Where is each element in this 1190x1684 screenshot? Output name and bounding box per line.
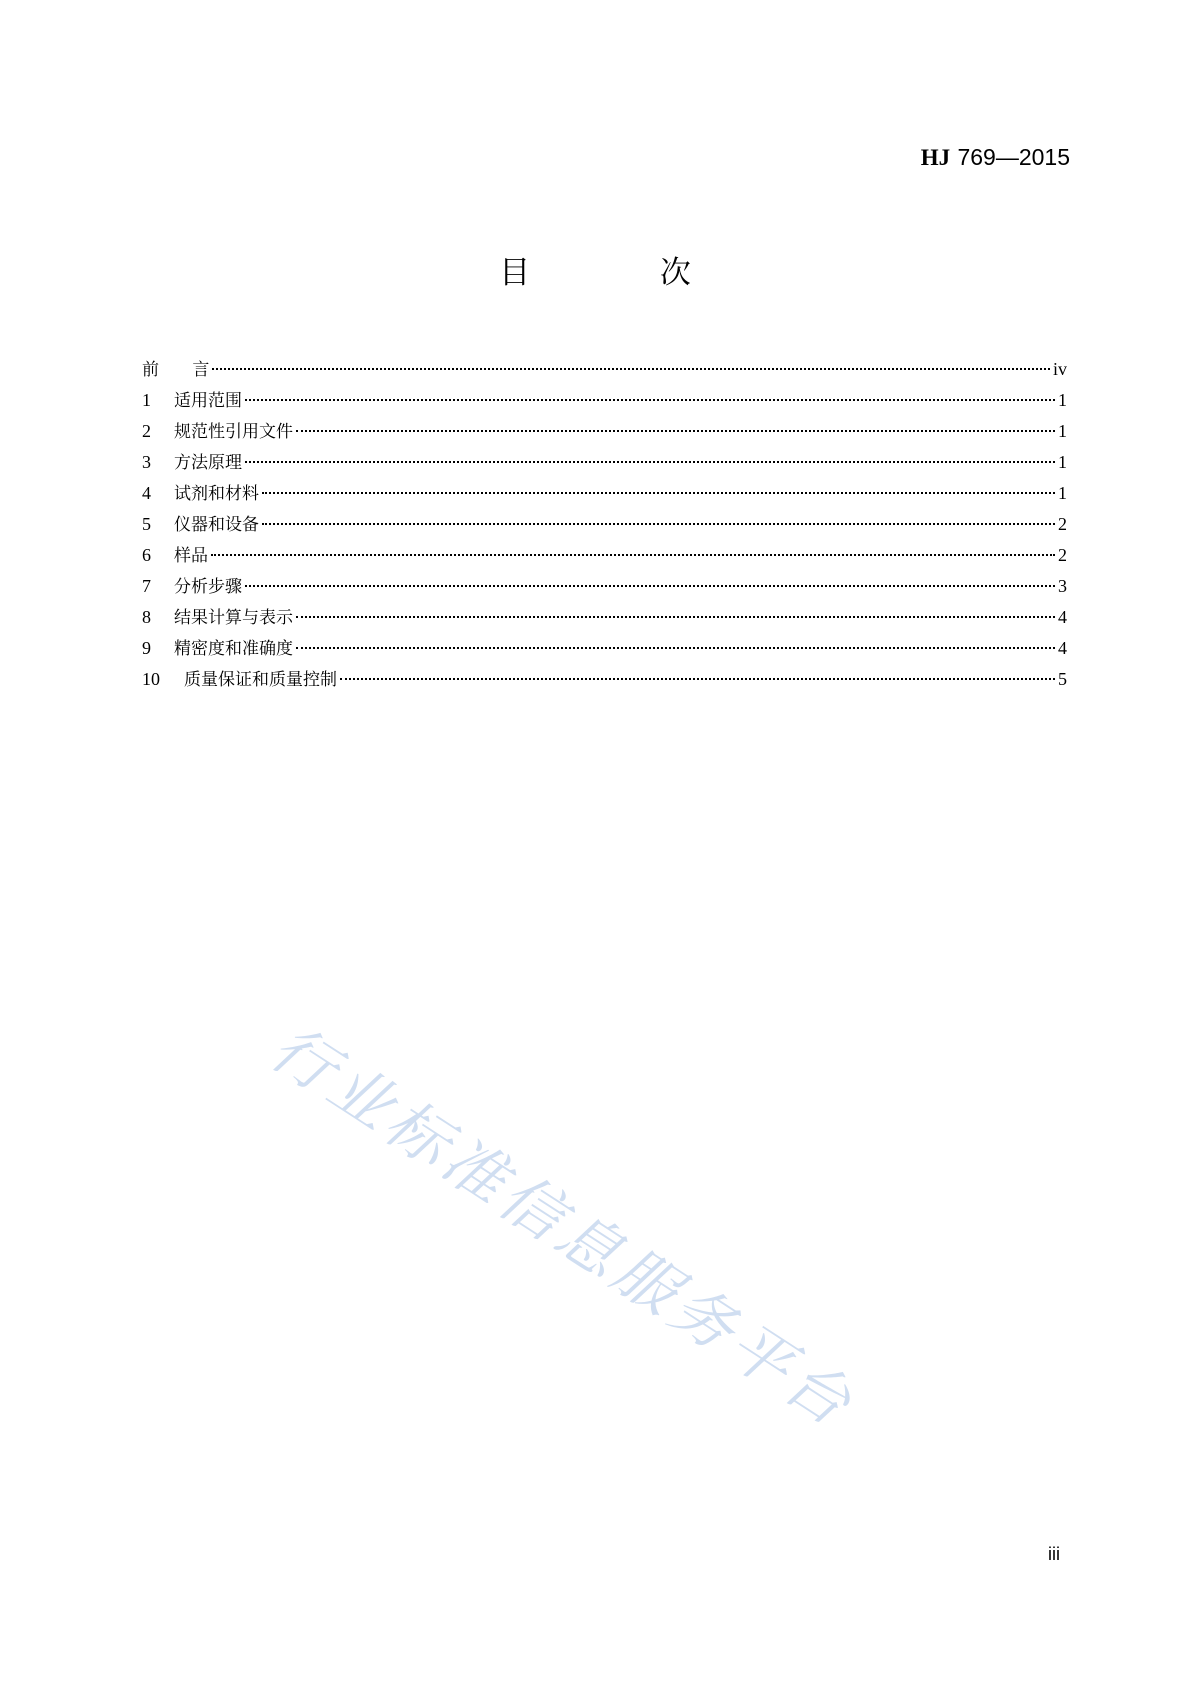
toc-item-label: 结果计算与表示: [174, 608, 293, 628]
toc-item-label: 规范性引用文件: [174, 422, 293, 442]
toc-item-number: 4: [142, 483, 151, 503]
toc-item-number: 2: [142, 421, 151, 441]
toc-item-procedure[interactable]: [142, 571, 1067, 602]
toc-item-label: 样品: [174, 546, 208, 566]
toc-item-results[interactable]: [142, 602, 1067, 633]
toc-item-label: 前 言: [142, 360, 224, 380]
toc-leader-dots: [296, 637, 1055, 649]
toc-item-page: 1: [1058, 483, 1067, 503]
toc-item-page: iv: [1052, 359, 1067, 379]
toc-leader-dots: [262, 513, 1055, 525]
toc-item-quality-control[interactable]: [142, 664, 1067, 695]
toc-item-principle[interactable]: [142, 447, 1067, 478]
toc-item-label: 试剂和材料: [174, 484, 259, 504]
toc-leader-dots: [296, 420, 1055, 432]
standard-code-prefix: HJ: [920, 145, 951, 170]
table-of-contents: [142, 354, 1067, 695]
watermark: 行业标准信息服务平台: [258, 1010, 869, 1443]
toc-item-label: 精密度和准确度: [174, 639, 293, 659]
toc-item-page: 5: [1058, 669, 1067, 689]
toc-item-page: 3: [1058, 576, 1067, 596]
page-number: iii: [1048, 1544, 1060, 1564]
toc-item-apparatus[interactable]: [142, 509, 1067, 540]
toc-leader-dots: [245, 451, 1055, 463]
toc-item-page: 4: [1058, 607, 1067, 627]
toc-item-precision[interactable]: [142, 633, 1067, 664]
toc-item-number: 9: [142, 638, 151, 658]
toc-item-label: 仪器和设备: [174, 515, 259, 535]
toc-item-label: 质量保证和质量控制: [184, 670, 337, 690]
toc-item-normative-references[interactable]: [142, 416, 1067, 447]
toc-item-number: 3: [142, 452, 151, 472]
toc-leader-dots: [245, 575, 1055, 587]
toc-item-label: 方法原理: [174, 453, 242, 473]
toc-item-page: 1: [1058, 421, 1067, 441]
toc-item-page: 2: [1058, 545, 1067, 565]
toc-item-number: 1: [142, 390, 151, 410]
standard-code-number: 769—2015: [957, 144, 1070, 170]
toc-item-number: 6: [142, 545, 151, 565]
toc-item-page: 1: [1058, 452, 1067, 472]
toc-item-reagents[interactable]: [142, 478, 1067, 509]
toc-leader-dots: [262, 482, 1055, 494]
toc-item-label: 适用范围: [174, 391, 242, 411]
toc-item-label: 分析步骤: [174, 577, 242, 597]
toc-leader-dots: [245, 389, 1055, 401]
toc-item-page: 1: [1058, 390, 1067, 410]
page-title: 目 次: [499, 255, 751, 291]
toc-leader-dots: [212, 358, 1050, 370]
toc-item-number: 8: [142, 607, 151, 627]
toc-item-scope[interactable]: [142, 385, 1067, 416]
toc-item-page: 4: [1058, 638, 1067, 658]
toc-item-page: 2: [1058, 514, 1067, 534]
toc-item-number: 7: [142, 576, 151, 596]
toc-item-number: 10: [142, 669, 160, 689]
toc-leader-dots: [340, 668, 1055, 680]
toc-leader-dots: [296, 606, 1055, 618]
toc-item-foreword[interactable]: [142, 354, 1067, 385]
toc-item-number: 5: [142, 514, 151, 534]
standard-code: [921, 146, 1070, 170]
toc-leader-dots: [211, 544, 1055, 556]
toc-item-samples[interactable]: [142, 540, 1067, 571]
